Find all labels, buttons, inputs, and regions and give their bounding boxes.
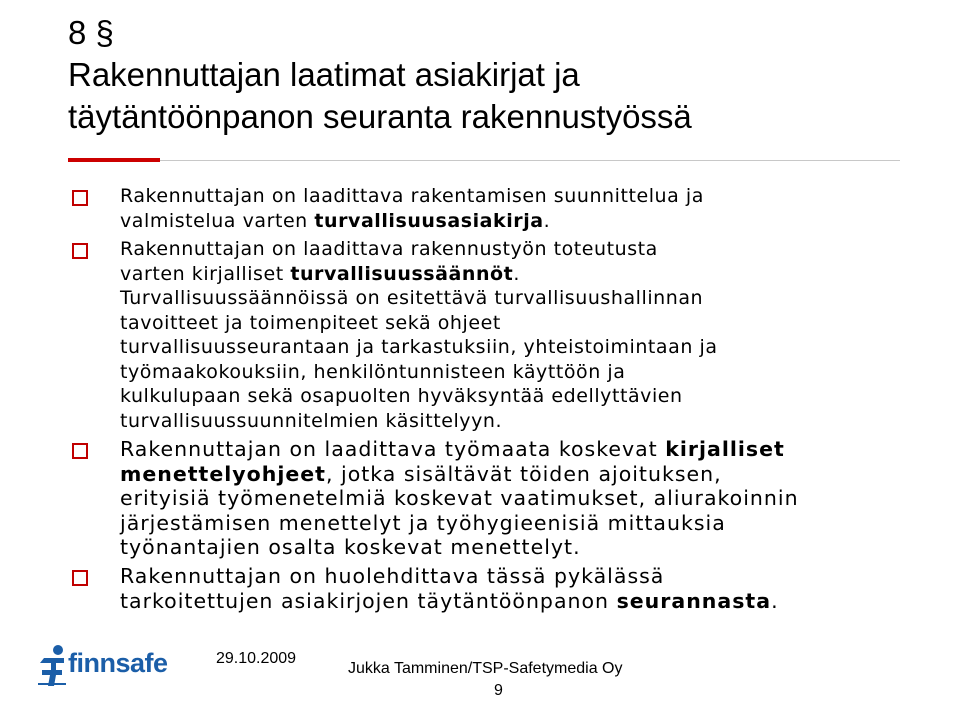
finnsafe-figure-logo-icon	[36, 644, 70, 688]
footer-author: Jukka Tamminen/TSP-Safetymedia Oy	[348, 660, 623, 677]
square-bullet-icon	[72, 190, 88, 206]
bullet-item-2	[72, 237, 902, 433]
slide-title	[68, 12, 948, 138]
divider-accent	[68, 158, 160, 162]
square-bullet-icon	[72, 243, 88, 259]
divider-line	[160, 160, 900, 161]
page-number: 9	[494, 682, 503, 699]
bullet-item-4	[72, 564, 902, 613]
keyword-turvallisuussaannot: turvallisuussäännöt	[290, 262, 514, 285]
keyword-seurannasta: seurannasta	[616, 588, 772, 613]
bullet-item-1	[72, 184, 902, 233]
bullet-item-3	[72, 437, 902, 560]
keyword-kirjalliset: kirjalliset	[665, 437, 785, 461]
footer-date: 29.10.2009	[216, 650, 297, 667]
keyword-menettelyohjeet: menettelyohjeet	[120, 461, 326, 486]
finnsafe-logo	[36, 644, 182, 688]
bullet-text-4: Rakennuttajan on huolehdittava tässä pykälässä tarkoitettujen asiakirjojen täytäntöönpanon seurannasta.	[120, 563, 779, 613]
logo-text: finnsafe	[68, 648, 168, 678]
bullet-text-2: Rakennuttajan on laadittava rakennustyön toteutusta varten kirjalliset turvallisuussäännöt. Turvallisuussäännöissä on esitettävä turvallisuushallinnan tavoitteet ja toimenpiteet sekä ohjeet turvallisuusseurantaan ja tarkastuksiin, yhteistoimintaan ja työmaakokouksiin, henkilöntunnisteen käyttöön ja kulkulupaan sekä osapuolten hyväksyntää edellyttävien turvallisuussuunnitelmien käsittelyyn.	[120, 238, 718, 432]
bullet-text-1: Rakennuttajan on laadittava rakentamisen suunnittelua ja valmistelua varten turvallisuusasiakirja.	[120, 185, 704, 232]
square-bullet-icon	[72, 443, 88, 459]
section-number: 8 §	[68, 14, 114, 51]
keyword-turvallisuusasiakirja: turvallisuusasiakirja	[314, 209, 544, 232]
title-line-2: täytäntöönpanon seuranta rakennustyössä	[68, 98, 692, 135]
bullet-list	[72, 184, 902, 613]
square-bullet-icon	[72, 570, 88, 586]
bullet-text-3: Rakennuttajan on laadittava työmaata koskevat kirjalliset menettelyohjeet, jotka sisältävät töiden ajoituksen, erityisiä työmenetelmiä koskevat vaatimukset, aliurakoinnin järjestämisen menettelyt ja työhygieenisiä mittauksia työnantajien osalta koskevat menettelyt.	[120, 437, 799, 560]
title-divider	[68, 158, 900, 164]
title-line-1: Rakennuttajan laatimat asiakirjat ja	[68, 56, 580, 93]
